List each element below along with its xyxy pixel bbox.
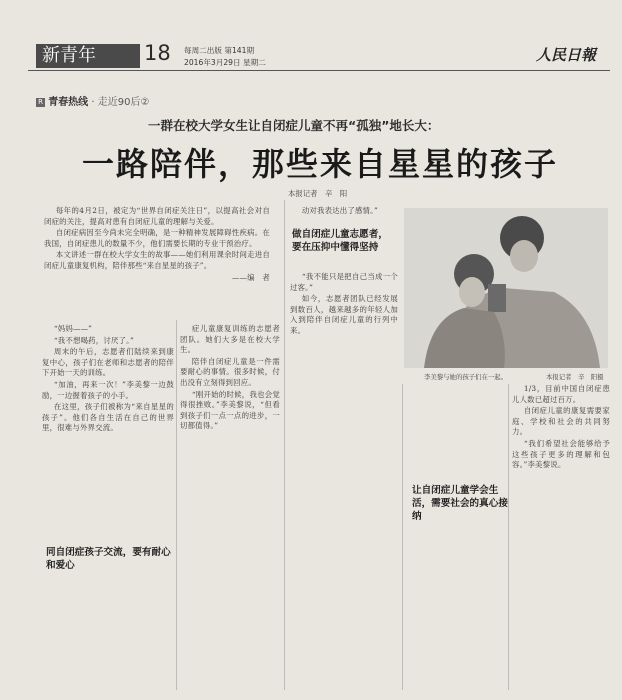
body-column-2 bbox=[180, 324, 280, 433]
column-tag: R 青春热线 · 走近90后② bbox=[36, 93, 149, 108]
photo-credit: 本报记者 辛 阳摄 bbox=[546, 373, 604, 381]
intro-paragraph: 自闭症病因至今尚未完全明确，是一种精神发展障碍性疾病。在我国，自闭症患儿的数量不少，他们需要长期的专业干预治疗。 bbox=[44, 228, 270, 248]
body-paragraph: “妈妈——” bbox=[53, 324, 93, 333]
editor-signoff: ——编 者 bbox=[232, 272, 270, 282]
body-paragraph: 动对我表达出了感情。” bbox=[301, 206, 379, 215]
page-number: 18 bbox=[144, 41, 171, 65]
masthead bbox=[0, 0, 622, 88]
section-label-box bbox=[36, 44, 140, 68]
intro-paragraph: 本文讲述一群在校大学女生的故事——她们利用课余时间走进自闭症儿童康复机构，陪伴那些“来自星星的孩子”。 bbox=[44, 250, 270, 270]
subheading-1: 做自闭症儿童志愿者，要在压抑中懂得坚持 bbox=[292, 229, 388, 253]
body-column-4 bbox=[512, 384, 610, 472]
body-paragraph: 陪伴自闭症儿童是一件需要耐心的事情。很多时候，付出没有立刻得到回应。 bbox=[180, 356, 280, 387]
intro-paragraph: 每年的4月2日，被定为“世界自闭症关注日”，以提高社会对自闭症的关注，提高对患有自闭症儿童的理解与关爱。 bbox=[44, 206, 270, 226]
body-paragraph: 症儿童康复训练的志愿者团队。她们大多是在校大学生。 bbox=[180, 324, 280, 355]
photo-illustration bbox=[404, 208, 608, 368]
column-series: 走近90后② bbox=[97, 97, 150, 108]
section-label: 新青年 bbox=[42, 45, 96, 66]
column-title: 青春热线 bbox=[48, 97, 89, 108]
byline: 本报记者 辛 阳 bbox=[288, 189, 348, 198]
body-paragraph: 周末的午后，志愿者们陆续来到康复中心，孩子们在老师和志愿者的陪伴下开始一天的训练。 bbox=[42, 347, 174, 378]
body-paragraph: 自闭症儿童的康复需要家庭、学校和社会的共同努力。 bbox=[512, 406, 610, 437]
paper-logo: 人民日報 bbox=[536, 46, 597, 64]
kicker: 一群在校大学女生让自闭症儿童不再“孤独”地长大： bbox=[148, 118, 440, 133]
body-paragraph: “我不想喝药，讨厌了。” bbox=[53, 335, 134, 345]
subheading-2: 同自闭症孩子交流，要有耐心和爱心 bbox=[46, 547, 171, 571]
article-photo bbox=[404, 208, 608, 368]
body-column-3-cont bbox=[290, 272, 398, 338]
photo-caption: 李美黎与她的孩子们在一起。 bbox=[424, 373, 508, 381]
body-paragraph: “刚开始的时候，我也会觉得很挫败。”李美黎说，“但看到孩子们一点一点的进步，一切都值得。” bbox=[180, 389, 280, 431]
edition-info: 每周二出版 第141期 bbox=[184, 46, 255, 55]
issue-date: 2016年3月29日 星期二 bbox=[184, 58, 266, 67]
column-icon: R bbox=[36, 98, 45, 107]
body-paragraph: 如今，志愿者团队已经发展到数百人，越来越多的年轻人加入到陪伴自闭症儿童的行列中来。 bbox=[290, 294, 398, 335]
body-paragraph: “我们希望社会能够给予这些孩子更多的理解和包容。”李美黎说。 bbox=[512, 438, 610, 470]
subheading-3: 让自闭症儿童学会生活，需要社会的真心接纳 bbox=[412, 485, 508, 522]
body-column-3 bbox=[290, 206, 398, 218]
body-paragraph: “我不能只是把自己当成一个过客。” bbox=[290, 272, 398, 292]
body-paragraph: 在这里，孩子们被称为“来自星星的孩子”。他们各自生活在自己的世界里，很难与外界交流。 bbox=[42, 402, 174, 433]
headline: 一路陪伴，那些来自星星的孩子 bbox=[81, 145, 558, 183]
body-paragraph: 1/3，目前中国自闭症患儿人数已超过百万。 bbox=[512, 384, 610, 404]
body-paragraph: “加油，再来一次！”李美黎一边鼓励，一边握着孩子的小手。 bbox=[42, 379, 174, 400]
intro-block bbox=[44, 206, 270, 283]
body-column-1 bbox=[42, 324, 174, 435]
